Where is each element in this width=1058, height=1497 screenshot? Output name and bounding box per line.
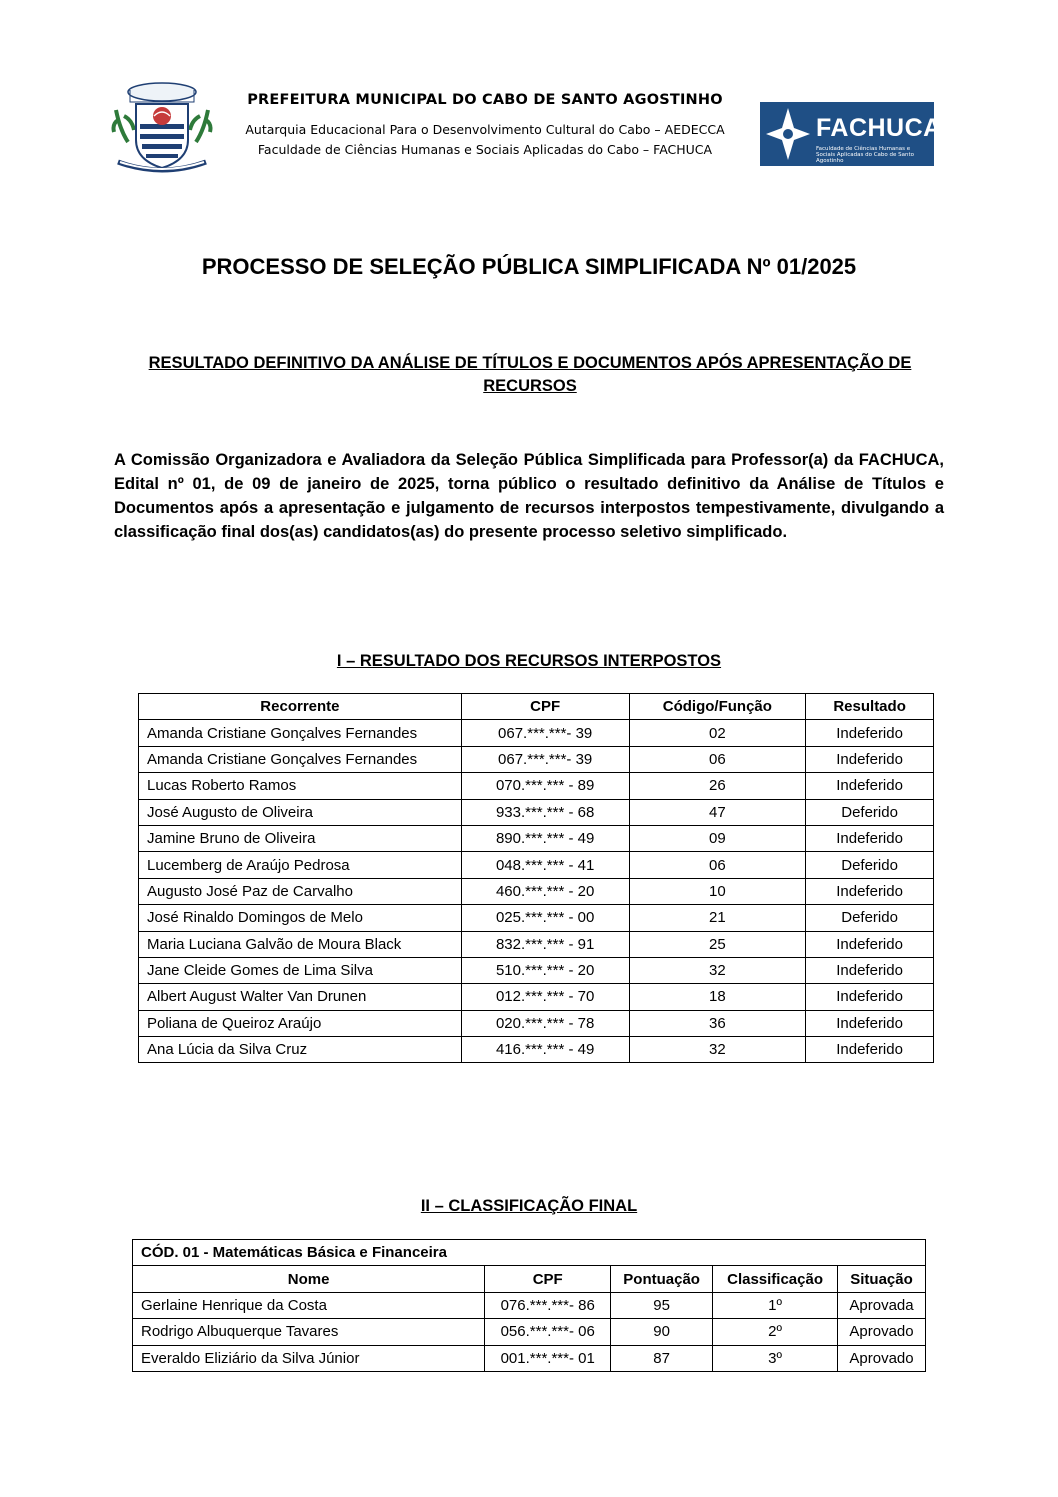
table-cell: Indeferido: [806, 746, 934, 772]
letterhead-line-1: Autarquia Educacional Para o Desenvolvimento Cultural do Cabo – AEDECCA: [245, 122, 725, 137]
section-1-heading: I – RESULTADO DOS RECURSOS INTERPOSTOS: [336, 652, 722, 670]
column-header: Situação: [838, 1266, 926, 1292]
table-cell: Indeferido: [806, 825, 934, 851]
table-cell: Amanda Cristiane Gonçalves Fernandes: [139, 746, 462, 772]
table-cell: Augusto José Paz de Carvalho: [139, 878, 462, 904]
table-row: [139, 720, 934, 746]
table-cell: Gerlaine Henrique da Costa: [133, 1292, 485, 1318]
table-row: [139, 984, 934, 1010]
column-header: CPF: [461, 694, 629, 720]
table-row: [139, 1037, 934, 1063]
table-row: [139, 931, 934, 957]
section-2-heading: II – CLASSIFICAÇÃO FINAL: [420, 1197, 638, 1215]
table-cell: 020.***.*** - 78: [461, 1010, 629, 1036]
table-cell: 416.***.*** - 49: [461, 1037, 629, 1063]
table-cell: Indeferido: [806, 720, 934, 746]
table-cell: 18: [629, 984, 806, 1010]
column-header: Resultado: [806, 694, 934, 720]
table-header-row: [139, 694, 934, 720]
table-cell: Aprovado: [838, 1345, 926, 1371]
table-row: [139, 878, 934, 904]
appeals-table: [138, 693, 934, 1063]
table-cell: Everaldo Eliziário da Silva Júnior: [133, 1345, 485, 1371]
letterhead: [110, 80, 940, 180]
final-classification-table: [132, 1239, 926, 1372]
table-row: [139, 746, 934, 772]
table-row: [139, 852, 934, 878]
table-cell: 012.***.*** - 70: [461, 984, 629, 1010]
letterhead-line-2: Faculdade de Ciências Humanas e Sociais Aplicadas do Cabo – FACHUCA: [257, 142, 713, 157]
table-cell: Lucas Roberto Ramos: [139, 773, 462, 799]
table-row: [139, 773, 934, 799]
table-row: [139, 799, 934, 825]
table-cell: 1º: [713, 1292, 838, 1318]
table-caption: CÓD. 01 - Matemáticas Básica e Financeira: [133, 1240, 926, 1266]
letterhead-title: PREFEITURA MUNICIPAL DO CABO DE SANTO AGOSTINHO: [247, 92, 723, 108]
table-cell: Indeferido: [806, 957, 934, 983]
table-cell: 067.***.***- 39: [461, 746, 629, 772]
table-cell: Albert August Walter Van Drunen: [139, 984, 462, 1010]
table-cell: 32: [629, 1037, 806, 1063]
table-row: [139, 1010, 934, 1036]
table-cell: Indeferido: [806, 878, 934, 904]
table-cell: 3º: [713, 1345, 838, 1371]
table-cell: Ana Lúcia da Silva Cruz: [139, 1037, 462, 1063]
table-cell: 025.***.*** - 00: [461, 905, 629, 931]
table-cell: Deferido: [806, 852, 934, 878]
table-cell: Amanda Cristiane Gonçalves Fernandes: [139, 720, 462, 746]
table-cell: 510.***.*** - 20: [461, 957, 629, 983]
table-cell: 056.***.***- 06: [485, 1319, 611, 1345]
table-row: [133, 1319, 926, 1345]
table-cell: 95: [611, 1292, 713, 1318]
table-cell: 06: [629, 852, 806, 878]
table-cell: 2º: [713, 1319, 838, 1345]
table-row: [133, 1345, 926, 1371]
table-cell: 933.***.*** - 68: [461, 799, 629, 825]
table-cell: 02: [629, 720, 806, 746]
table-cell: José Rinaldo Domingos de Melo: [139, 905, 462, 931]
table-cell: 87: [611, 1345, 713, 1371]
table-cell: Deferido: [806, 799, 934, 825]
table-cell: 26: [629, 773, 806, 799]
column-header: Classificação: [713, 1266, 838, 1292]
table-cell: Aprovada: [838, 1292, 926, 1318]
table-row: [139, 825, 934, 851]
fachuca-logo: [760, 102, 942, 166]
table-row: [133, 1292, 926, 1318]
table-cell: Maria Luciana Galvão de Moura Black: [139, 931, 462, 957]
table-cell: Rodrigo Albuquerque Tavares: [133, 1319, 485, 1345]
table-cell: Poliana de Queiroz Araújo: [139, 1010, 462, 1036]
column-header: Código/Função: [629, 694, 806, 720]
table-cell: 09: [629, 825, 806, 851]
table-cell: 832.***.*** - 91: [461, 931, 629, 957]
column-header: Recorrente: [139, 694, 462, 720]
table-cell: 06: [629, 746, 806, 772]
table-caption-row: [133, 1240, 926, 1266]
column-header: Pontuação: [611, 1266, 713, 1292]
table-cell: Jamine Bruno de Oliveira: [139, 825, 462, 851]
table-cell: Indeferido: [806, 931, 934, 957]
table-cell: Aprovado: [838, 1319, 926, 1345]
table-cell: 048.***.*** - 41: [461, 852, 629, 878]
table-row: [139, 905, 934, 931]
column-header: CPF: [485, 1266, 611, 1292]
table-cell: 070.***.*** - 89: [461, 773, 629, 799]
fachuca-brand-text: FACHUCA: [816, 114, 942, 142]
table-cell: Indeferido: [806, 773, 934, 799]
table-cell: 10: [629, 878, 806, 904]
table-cell: 25: [629, 931, 806, 957]
fachuca-brand-subtext: Faculdade de Ciências Humanas e Sociais Aplicadas do Cabo de Santo Agostinho: [816, 146, 915, 164]
table-row: [139, 957, 934, 983]
table-cell: 460.***.*** - 20: [461, 878, 629, 904]
table-cell: 067.***.***- 39: [461, 720, 629, 746]
column-header: Nome: [133, 1266, 485, 1292]
table-cell: 001.***.***- 01: [485, 1345, 611, 1371]
star-icon: [764, 106, 812, 162]
table-cell: 32: [629, 957, 806, 983]
table-cell: Indeferido: [806, 1037, 934, 1063]
table-cell: Jane Cleide Gomes de Lima Silva: [139, 957, 462, 983]
table-cell: 21: [629, 905, 806, 931]
table-cell: Indeferido: [806, 1010, 934, 1036]
table-cell: 076.***.***- 86: [485, 1292, 611, 1318]
table-cell: 36: [629, 1010, 806, 1036]
table-cell: 47: [629, 799, 806, 825]
table-header-row: [133, 1266, 926, 1292]
table-cell: 890.***.*** - 49: [461, 825, 629, 851]
table-cell: Lucemberg de Araújo Pedrosa: [139, 852, 462, 878]
document-title: PROCESSO DE SELEÇÃO PÚBLICA SIMPLIFICADA Nº 01/2025: [201, 254, 857, 279]
document-subtitle: RESULTADO DEFINITIVO DA ANÁLISE DE TÍTULOS E DOCUMENTOS APÓS APRESENTAÇÃO DE RECURSOS: [148, 354, 912, 395]
municipal-coat-of-arms-icon: [110, 80, 214, 176]
table-cell: Indeferido: [806, 984, 934, 1010]
intro-paragraph: A Comissão Organizadora e Avaliadora da Seleção Pública Simplificada para Professor(a) da FACHUCA, Edital nº 01, de 09 de janeiro de 2025, torna público o resultado definitivo da Análise de Títulos e Documentos após a apresentação e julgamento de recursos interpostos tempestivamente, divulgando a classificação final dos(as) candidatos(as) do presente processo seletivo simplificado.: [114, 451, 944, 541]
table-cell: 90: [611, 1319, 713, 1345]
table-cell: Deferido: [806, 905, 934, 931]
table-cell: José Augusto de Oliveira: [139, 799, 462, 825]
